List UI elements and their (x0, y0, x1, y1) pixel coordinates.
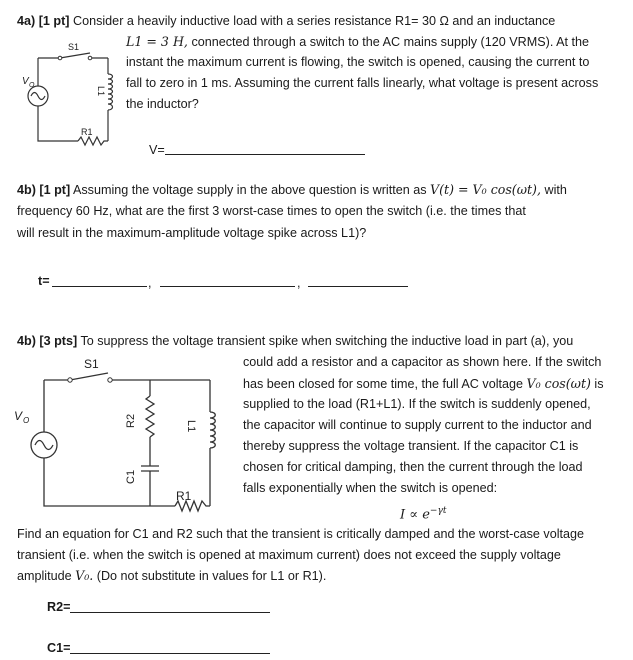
q4b1-voltage-equation: V(t) = V₀ cos(ωt), (430, 182, 541, 197)
q4b2-heading: 4b) [3 pts] (17, 334, 78, 348)
q4a-switch-contact-right (88, 56, 92, 60)
q4a-ac-wave-icon (31, 93, 45, 100)
q4a-line2 (126, 33, 589, 51)
q4b2-text-line1: To suppress the voltage transient spike when switching the inductive load in part (a), you (80, 334, 574, 348)
q4a-resistor-r1 (78, 137, 108, 145)
q4a-text-line5: the inductor? (126, 97, 199, 111)
q4b2-label-s1: S1 (84, 357, 99, 371)
q4b2-label-c1: C1 (125, 469, 137, 484)
q4b1-heading: 4b) [1 pt] (17, 183, 71, 197)
q4a-label-l1: L1 (96, 86, 106, 97)
q4a-switch-blade (60, 53, 90, 58)
q4a-inductor-l1 (108, 74, 113, 110)
q4b1-text-line3: will result in the maximum-amplitude voltage spike across L1)? (17, 226, 367, 240)
q4a-circuit-diagram (18, 40, 128, 160)
q4a-switch-contact-left (58, 56, 62, 60)
q4a-text-line1: Consider a heavily inductive load with a series resistance R1= 30 Ω and an inductance (72, 14, 556, 28)
q4b1-text-line1-pre: Assuming the voltage supply in the above question is written as (72, 183, 427, 197)
q4a-label-r1: R1 (81, 127, 93, 137)
q4a-wire-left-bottom (38, 106, 78, 141)
q4b2-find-line1: Find an equation for C1 and R2 such that the transient is critically damped and the worst-case voltage (17, 527, 585, 541)
q4b1-text-line2: frequency 60 Hz, what are the first 3 worst-case times to open the switch (i.e. the times that (17, 204, 526, 218)
q4b2-circuit-diagram (10, 354, 235, 524)
q4b2-label-v: V (14, 409, 23, 423)
q4b1-answer-field-1[interactable] (52, 286, 147, 287)
q4b2-decay-exponent: −γt (429, 506, 447, 516)
q4b2-right-line-7: falls exponentially when the switch is opened: (243, 481, 498, 495)
q4b2-inductor-l1 (210, 412, 215, 448)
q4a-line1 (17, 13, 555, 30)
q4b2-wire-bottom (44, 458, 175, 506)
q4b1-separator-1: , (148, 276, 152, 290)
q4b2-answer-c1-field[interactable] (70, 653, 270, 654)
q4b2-find-line2: transient (i.e. when the switch is opened at maximum current) does not exceed the supply voltage (17, 548, 561, 562)
q4b2-right-line-2 (243, 375, 604, 393)
q4b2-label-r2: R2 (125, 413, 137, 428)
q4b2-decay-equation (400, 503, 446, 523)
q4a-answer-field[interactable] (165, 154, 365, 155)
q4b2-right-line-4: the capacitor will continue to supply current to the inductor and (243, 418, 592, 432)
q4a-text-line2: connected through a switch to the AC mains supply (120 VRMS). At the (191, 35, 590, 49)
q4a-label-s1: S1 (68, 42, 80, 52)
q4b2-right-line-5: thereby suppress the voltage transient. If the capacitor C1 is (243, 439, 579, 453)
q4b2-line1 (17, 333, 573, 350)
q4b1-answer-label: t= (38, 274, 50, 288)
q4b2-find-line3-eq: V₀. (75, 568, 94, 583)
q4b1-answer-field-2[interactable] (160, 286, 295, 287)
q4b2-answer-r2-label: R2= (47, 600, 71, 614)
q4b2-label-r1: R1 (176, 489, 192, 503)
q4b2-right-line-2-text: has been closed for some time, the full AC voltage (243, 377, 524, 391)
q4b2-right-line-6: chosen for critical damping, then the current through the load (243, 460, 583, 474)
q4b2-right-line-3: supplied to the load (R1+L1). If the switch is suddenly opened, (243, 397, 591, 411)
q4b2-ac-post: is (594, 377, 604, 391)
q4a-heading: 4a) [1 pt] (17, 14, 70, 28)
q4b2-answer-r2-field[interactable] (70, 612, 270, 613)
q4b1-line1 (17, 181, 567, 199)
q4b2-switch-contact-right (108, 378, 112, 382)
q4a-label-v: V (22, 76, 29, 87)
q4b1-text-line1-post: with (544, 183, 567, 197)
q4a-label-v-sub: O (29, 82, 35, 89)
q4b2-find-line3-post: (Do not substitute in values for L1 or R1). (96, 569, 327, 583)
q4a-l1-equation: L1 = 3 H, (126, 34, 188, 49)
q4b2-label-l1: L1 (185, 420, 197, 433)
q4b2-ac-wave-icon (35, 441, 53, 450)
q4a-text-line3: instant the maximum current is flowing, the switch is opened, causing the current to (126, 55, 590, 69)
q4b2-switch-contact-left (68, 378, 72, 382)
q4b1-answer-field-3[interactable] (308, 286, 408, 287)
q4b2-ac-equation: V₀ cos(ωt) (526, 376, 591, 391)
q4a-answer-label: V= (149, 143, 165, 157)
q4b2-find-line3-pre: amplitude (17, 569, 72, 583)
q4b2-decay-base: I ∝ e (400, 507, 430, 523)
q4b2-label-v-sub: O (23, 416, 30, 425)
q4b2-find-line3 (17, 567, 326, 585)
q4b2-switch-blade (70, 373, 108, 380)
q4b2-resistor-r2 (146, 396, 154, 437)
q4b2-right-line-1: could add a resistor and a capacitor as shown here. If the switch (243, 355, 602, 369)
q4b1-separator-2: , (297, 276, 301, 290)
q4a-text-line4: fall to zero in 1 ms. Assuming the current falls linearly, what voltage is present across (126, 76, 599, 90)
q4b2-answer-c1-label: C1= (47, 641, 71, 655)
